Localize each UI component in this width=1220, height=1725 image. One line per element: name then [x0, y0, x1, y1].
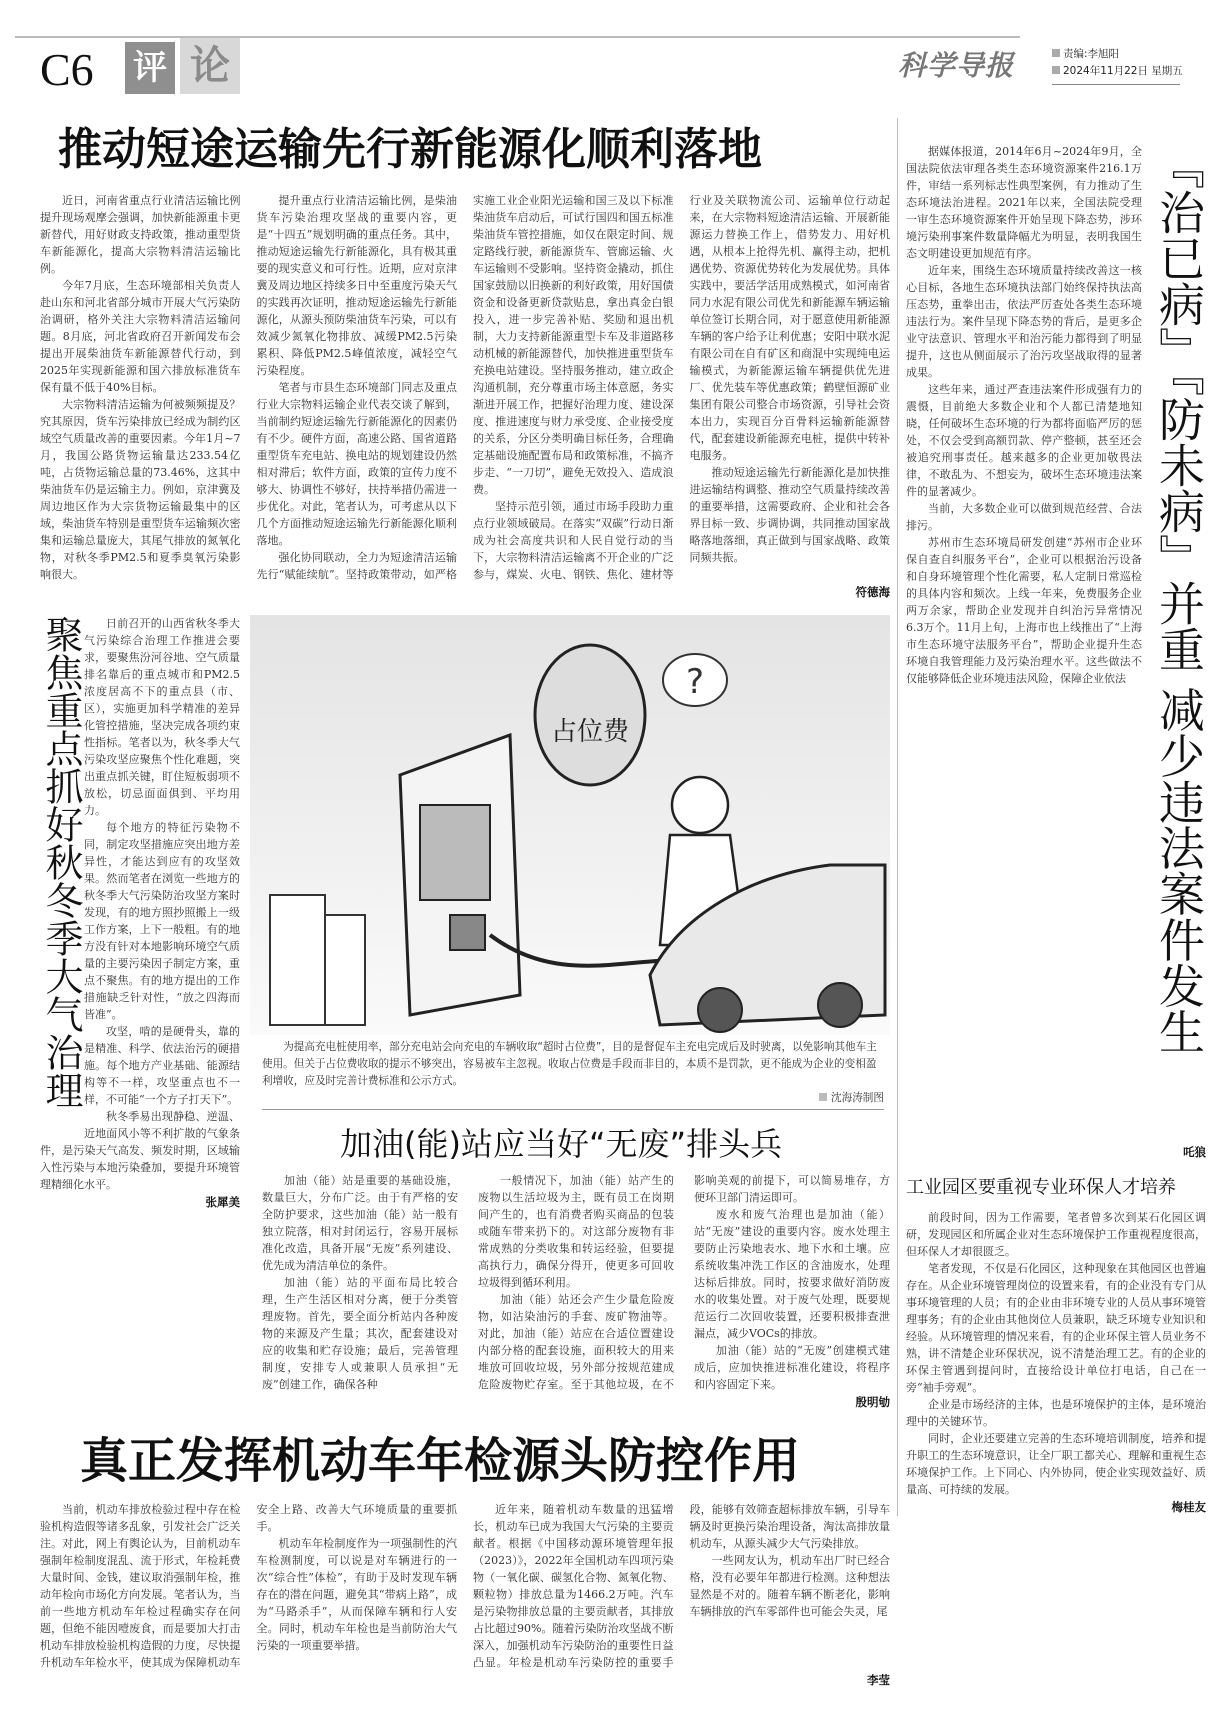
paragraph: 加油（能）站还会产生少量危险废物，如沾染油污的手套、废矿物油等。对此，加油（能）站应在合适位置建设内部分格的配套设施，面积较大的用来堆放可回收垃圾，另外部分按规范建成危险废物贮存室。至于其他垃圾，在不影响美观的前提下，可以简易堆存，方便环卫部门清运即可。	[478, 1174, 890, 1391]
paragraph: 苏州市生态环境局研发创建“苏州市企业环保自查自纠服务平台”，企业可以根据治污设备和自身环境管理个性化需要，私人定制日常巡检的具体内容和频次。上线一年来，免费服务企业两万余家，帮助企业发现并自纠治污异常情况6.3万个。11月上旬，上海市也上线推出了“上海市生态环境守法服务平台”，帮助企业提升生态环境自我管理能力及污染治理水平。这些做法不仅能够降低企业环境违法风险，保障企业依法	[906, 536, 1142, 685]
article-title: 工业园区要重视专业环保人才培养	[906, 1177, 1176, 1198]
paragraph: 这些年来，通过严查违法案件形成强有力的震慑，目前绝大多数企业和个人都已清楚地知晓，任何破坏生态环境的行为都将面临严厉的惩处，不仅会受到高额罚款、停产整顿，甚至还会被追究刑事责任。越来越多的企业更加敬畏法律，不敢乱为、不想妄为，破坏生态环境违法案件的显著减少。	[906, 383, 1142, 498]
question-mark-icon: ?	[685, 662, 705, 702]
issue-date: 2024年11月22日 星期五	[1063, 65, 1183, 77]
buildings	[270, 895, 365, 1025]
left-area	[40, 118, 890, 1689]
cartoon-credit: 沈海涛制图	[831, 1092, 884, 1104]
right-column	[897, 118, 1206, 1516]
article-body	[40, 1501, 890, 1671]
bullet-square-icon	[1052, 49, 1060, 57]
article-body	[906, 143, 1142, 687]
paragraph: 强化协同联动，全力为短途清洁运输先行“赋能续航”。坚持政策带动，如严格实施工业企业阳光运输和国三及以下标准柴油货车启动后，可试行国四和国五标准柴油货车管控措施，如仅在限定时间、规定路线行驶，新能源货车、管廊运输、火车运输则不受影响。坚持资金撬动，抓住国家鼓励以旧换新的利好政策，用好国债资金和设备更新贷款贴息，拿出真金白银投入，进一步完善补贴、奖励和退出机制，大力支持新能源重型卡车及非道路移动机械的新能源替代，加快推进重型货车充换电站建设。坚持服务推动，建立政企沟通机制，充分尊重市场主体意愿，务实渐进开展工作，把握好治理力度、建设深度、推进速度与财力承受度、企业接受度的关系，分区分类明确目标任务，合理确定基础设施配置布局和政策标准，不搞齐步走、“一刀切”，避免无效投入、造成浪费。	[256, 194, 674, 581]
editor: 责编:李旭阳	[1063, 48, 1120, 60]
paragraph: 每个地方的特征污染物不同，制定攻坚措施应突出地方差异性，才能达到应有的攻坚效果。然而笔者在浏览一些地方的秋冬季大气污染防治攻坚方案时发现，有的地方照抄照搬上一级工作方案，上下一般粗。有的地方没有针对本地影响环境空气质量的主要污染因子制定方案，重点不聚焦。有的地方提出的工作措施缺乏针对性，“放之四海而皆准”。	[84, 821, 240, 1021]
paragraph: 废水和废气治理也是加油（能）站“无废”建设的重要内容。废水处理主要防止污染地表水、地下水和土壤。应系统收集冲洗工作区的含油废水，处理达标后排放。同时，按要求做好消防废水的收集处置。对于废气处理，既要规范运行二次回收装置，还要积极排查泄漏点，减少VOCs的排放。	[694, 1208, 890, 1340]
paragraph: 企业是市场经济的主体，也是环境保护的主体，是环境治理中的关键环节。	[906, 1398, 1206, 1428]
article-title-vertical: 『治已病』『防未病』并重 减少违法案件发生	[1152, 143, 1206, 1055]
article-body	[40, 615, 240, 1193]
paragraph: 同时，企业还要建立完善的生态环境培训制度，培养和提升职工的生态环境意识，让全厂职工都关心、理解和重视生态环境保护工作。上下同心、内外协同，使企业实现效益好、质量高、可持续的发展。	[906, 1432, 1206, 1496]
paragraph: 加油（能）站的“无废”创建模式建成后，应加快推进标准化建设，将程序和内容固定下来。	[694, 1344, 890, 1391]
page-number: C6	[40, 44, 94, 95]
article-title: 加油(能)站应当好“无废”排头兵	[340, 1125, 783, 1163]
cartoon-and-gas-station	[250, 615, 890, 1411]
paragraph: 前段时间，因为工作需要，笔者曾多次到某石化园区调研，发现园区和所属企业对生态环境保护工作重视程度很高，但环保人才却很匮乏。	[906, 1211, 1206, 1258]
paragraph: 一般情况下，加油（能）站产生的废物以生活垃圾为主，既有员工在岗期间产生的，也有消费者购买商品的包装或随车带来扔下的。对这部分废物有非常成熟的分类收集和转运经验，但要提高执行力，确保分得开，使更多可回收垃圾得到循环利用。	[478, 1174, 674, 1289]
paragraph: 笔者与市县生态环境部门同志及重点行业大宗物料运输企业代表交谈了解到，当前制约短途运输先行新能源化的因素仍有不少。硬件方面，高速公路、国省道路重型货车充电站、换电站的规划建设仍然相对滞后；软件方面，政策的宣传力度不够大、协调性不够好，扶持举措仍需进一步优化。对此，笔者认为，可考虑从以下几个方面推动短途运输先行新能源化顺利落地。	[256, 381, 457, 547]
paragraph: 推动短途运输先行新能源化是加快推进运输结构调整、推动空气质量持续改善的重要举措，这需要政府、企业和社会各界目标一致、步调协调，共同推动国家战略落地落细，真正做到与国家战略、政策同频共振。	[689, 466, 890, 564]
paragraph: 近日，河南省重点行业清洁运输比例提升现场观摩会强调，加快新能源重卡更新替代，用好财政支持政策，推动重型货车新能源化，提高大宗物料清洁运输比例。	[40, 194, 241, 275]
yuan-coin	[535, 645, 645, 785]
article-author: 李莹	[867, 1673, 890, 1687]
article-author: 殷明劬	[855, 1395, 890, 1409]
paragraph: 加油（能）站是重要的基础设施，数量巨大，分布广泛。由于有严格的安全防护要求，这些加油（能）站一般有独立院落，相对封闭运行，容易开展标准化改造，具备开展“无废”系列建设、优先成为清洁单位的条件。	[262, 1174, 458, 1272]
article-title-vertical: 聚焦重点抓好秋冬季大气治理	[39, 615, 83, 1109]
paragraph: 笔者发现，不仅是石化园区，这种现象在其他园区也普遍存在。从企业环境管理岗位的设置来看，有的企业没有专门从事环境管理的人员；有的企业由非环境专业的人员从事环境管理事务；有的企业由其他岗位人员兼职，缺乏环境专业知识和经验。从环境管理的情况来看，有的企业环保主管人员业务不熟，讲不清楚企业环保状况，说不清楚治理工艺。有的企业的环保主管遇到提问时，直接给设计单位打电话，自己在一旁“袖手旁观”。	[906, 1262, 1206, 1394]
paragraph: 提升重点行业清洁运输比例，是柴油货车污染治理攻坚战的重要内容，更是“十四五”规划明确的重点任务。其中，推动短途运输先行新能源化，具有极其重要的现实意义和可行性。近期，应对京津冀及周边地区持续多日中至重度污染天气的实践再次证明，推动短途运输先行新能源化，从源头预防柴油货车污染，可以有效减少氮氧化物排放、减缓PM2.5污染累积、降低PM2.5峰值浓度，减轻空气污染程度。	[256, 194, 457, 377]
caption-text	[262, 1039, 884, 1090]
article-body	[40, 192, 890, 583]
bullet-square-icon	[1052, 66, 1060, 74]
article-author: 吒狼	[1183, 1145, 1206, 1159]
charging-station	[400, 735, 520, 1015]
article-body	[262, 1172, 890, 1393]
paragraph: 当前，机动车排放检验过程中存在检验机构造假等诸多乱象，引发社会广泛关注。对此，网上有舆论认为，目前机动车强制年检制度混乱、流于形式，年检耗费大量时间、金钱，建议取消强制年检，推动年检向市场化方向发展。笔者认为，当前一些地方机动车年检过程确实存在问题，但绝不能因噎废食，而是要加大打击机动车排放检验机构造假的力度，尽快提升机动车年检水平，使其成为保障机动车安全上路、改善大气环境质量的重要抓手。	[40, 1503, 457, 1669]
article-author: 张犀美	[205, 1195, 240, 1209]
article-author: 梅桂友	[1171, 1500, 1206, 1514]
paragraph: 近年来，围绕生态环境质量持续改善这一核心目标，各地生态环境执法部门始终保持执法高压态势，重拳出击，依法严厉查处各类生态环境违法行为。案件呈现下降态势的背后，是更多企业守法意识、管理水平和治污能力都得到了明显提升，这也从侧面展示了治污攻坚战取得的显著成果。	[906, 264, 1142, 379]
paragraph: 攻坚，啃的是硬骨头，靠的是精准、科学、依法治污的硬措施。每个地方产业基础、能源结构等不一样，攻坚重点也不一样，不可能“一个方子打天下”。	[84, 1025, 240, 1106]
cartoon-illustration	[250, 615, 890, 1035]
article-body	[906, 1209, 1206, 1498]
caption-body: 为提高充电桩使用率，部分充电站会向充电的车辆收取“超时占位费”，目的是督促车主充电完成后及时驶离，以免影响其他车主使用。但关于占位费收取的提示不够突出，容易被车主忽视。收取占位费是手段而非目的，本质不是罚款，更不能成为企业的变相盈利增收，应及时完善计费标准和公示方式。	[262, 1041, 877, 1087]
paragraph: 据媒体报道，2014年6月~2024年9月，全国法院依法审理各类生态环境资源案件216.1万件，审结一系列标志性典型案例，有力推动了生态环境法治进程。2021年以来，全国法院受理一审生态环境资源案件开始呈现下降态势，涉环境污染刑事案件数量降幅尤为明显，表明我国生态文明建设更加规范有序。	[906, 145, 1142, 260]
article-author: 符德海	[855, 585, 890, 599]
prevention-article	[906, 143, 1206, 1143]
coin-label: 占位费	[550, 717, 630, 747]
section-label-char-1: 评	[125, 42, 175, 94]
paragraph: 机动车年检制度作为一项强制性的汽车检测制度，可以说是对车辆进行的一次“综合性”体检”，有助于及时发现车辆存在的潜在问题，避免其“带病上路”，成为“马路杀手”，从而保障车辆和行人安全。同时，机动车年检也是当前防治大气污染的一项重要举措。	[256, 1537, 457, 1652]
paragraph: 近年来，随着机动车数量的迅猛增长，机动车已成为我国大气污染的主要贡献者。根据《中国移动源环境管理年报（2023）》，2022年全国机动车四项污染物（一氧化碳、碳氢化合物、氮氧化物、颗粒物）排放总量为1466.2万吨。汽车是污染物排放总量的主要贡献者，其排放占比超过90%。随着污染防治攻坚战不断深入，加强机动车污染防治的重要性日益凸显。年检是机动车污染防控的重要手段，能够有效筛查超标排放车辆，引导车辆及时更换污染治理设备，淘汰高排放量机动车，从源头减少大气污染排放。	[473, 1503, 890, 1669]
cartoon-credit-line	[262, 1090, 884, 1107]
header-rule	[15, 36, 1020, 38]
paragraph: 坚持示范引领，通过市场手段助力重点行业领域破局。在落实“双碳”行动日渐成为社会高度共识和人民自觉行动的当下，大宗物料清洁运输离不开企业的广泛参与，煤炭、火电、钢铁、焦化、建材等行业及关联物流公司、运输单位行动起来，在大宗物料短途清洁运输、开展新能源运力替换工作上，借势发力、用好机遇，从根本上抢得先机、赢得主动，把机遇优势、资源优势转化为发展优势。具体实践中，要活学活用成熟模式，如河南省同力水泥有限公司优先和新能源车辆运输单位签订长期合同，对于愿意使用新能源车辆的客户给予让利优惠；安阳中联水泥有限公司在自有矿区和商混中实现纯电运输模式，为新能源运输车辆提供优先进厂、优先装车等优惠政策；鹤壁恒源矿业集团有限公司整合市场资源，引导社会资本出力，实现百分百骨料运输新能源替代，配套建设新能源充电桩，提供中转补电服务。	[473, 194, 890, 581]
middle-row	[40, 615, 890, 1411]
paragraph: 当前，大多数企业可以做到规范经营、合法排污。	[906, 502, 1142, 532]
masthead-logo: 科学导报	[898, 49, 1015, 82]
section-label-char-2: 论	[180, 38, 240, 94]
cartoon-caption	[262, 1039, 884, 1110]
paragraph: 大宗物料清洁运输为何被频频提及？究其原因，货车污染排放已经成为制约区域空气质量改善的重要因素。今年1月~7月，我国公路货物运输量达233.54亿吨，占货物运输总量的73.46%，这其中柴油货车仍是运输主力。例如，京津冀及周边地区作为大宗货物运输最集中的区域，柴油货车特别是重型货车运输频次密集和运输总量庞大，其尾气排放的氮氧化物，对秋冬季PM2.5和夏季臭氧污染影响很大。	[40, 398, 241, 581]
meta-rule	[1052, 84, 1180, 85]
paragraph: 今年7月底，生态环境部相关负责人赴山东和河北省部分城市开展大气污染防治调研，格外关注大宗物料清洁运输问题。8月底，河北省政府召开新闻发布会提出开展柴油货车新能源替代行动，到2025年实现新能源和国六排放标准货车保有量不低于40%目标。	[40, 279, 241, 394]
issue-meta	[1052, 46, 1183, 80]
autumn-winter-article	[40, 615, 240, 1211]
paragraph: 一些网友认为，机动车出厂时已经合格，没有必要年年都进行检测。这种想法显然是不对的。随着车辆不断老化，影响车辆排放的汽车零部件也可能会失灵，尾	[689, 1554, 890, 1618]
paragraph: 日前召开的山西省秋冬季大气污染综合治理工作推进会要求，要聚焦汾河谷地、空气质量排名靠后的重点城市和PM2.5浓度居高不下的重点县（市、区），实施更加科学精准的差异化管控措施，坚决完成各项约束性指标。笔者以为，秋冬季大气污染攻坚应聚焦个性化难题，突出重点抓关键，盯住短板弱项不放松，切忌面面俱到、平均用力。	[84, 617, 240, 817]
paragraph: 加油（能）站的平面布局比较合理，生产生活区相对分离，便于分类管理废物。首先，要全面分析站内各种废物的来源及产生量；其次，配套建设对应的收集和贮存设施；最后，完善管理制度，安排专人或兼职人员承担“无废”创建工作，确保各种	[262, 1276, 458, 1391]
page-body	[40, 118, 1212, 1689]
bullet-square-icon	[819, 1093, 827, 1101]
article-title: 推动短途运输先行新能源化顺利落地	[58, 124, 762, 175]
paragraph: 秋冬季易出现静稳、逆温、近地面风小等不利扩散的气象条件，是污染天气高发、频发时期，区域输入性污染与本地污染叠加，要提升环境管理精细化水平。	[40, 1110, 240, 1191]
article-title: 真正发挥机动车年检源头防控作用	[80, 1433, 801, 1489]
